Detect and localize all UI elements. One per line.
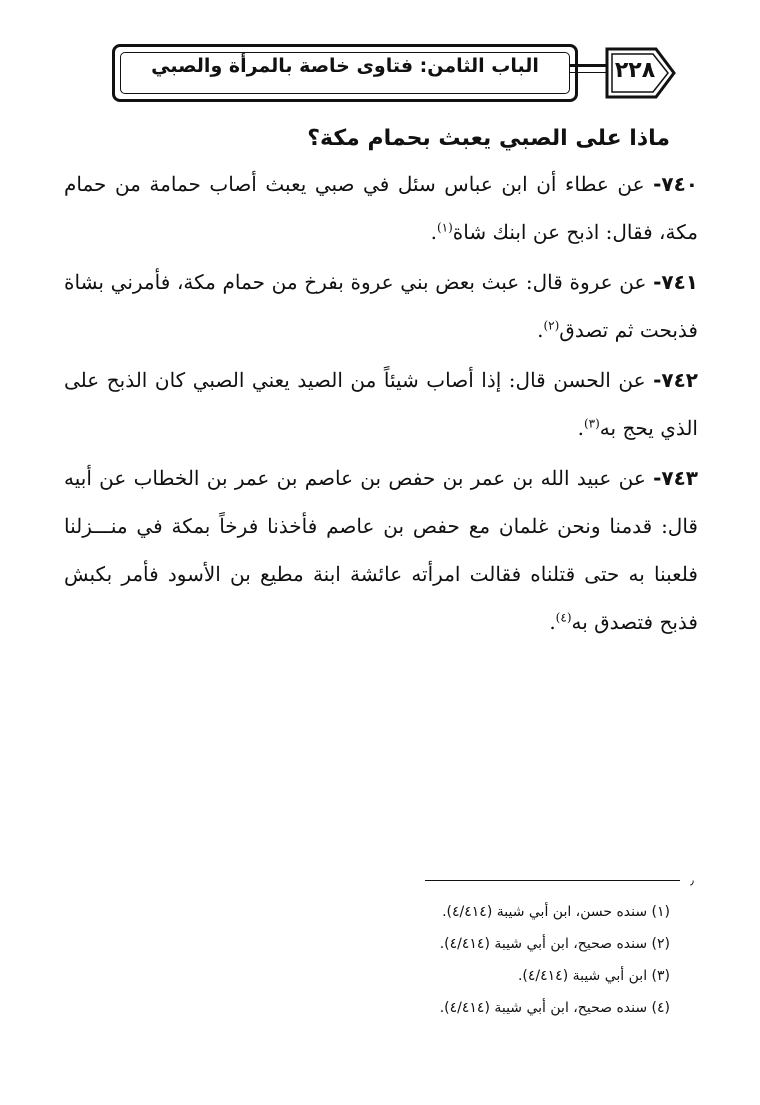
hadith-text: عن عروة قال: عبث بعض بني عروة بفرخ من حمام مكة، فأمرني بشاة فذبحت ثم تصدق [64,270,698,342]
footnote-ref: (٣) [583,416,600,431]
page-number-badge [604,46,678,100]
page-number: ٢٢٨ [614,58,656,83]
hadith-text: عن الحسن قال: إذا أصاب شيئاً من الصيد يعني الصبي كان الذبح على الذي يحج به [64,368,698,440]
end-mark: . [577,416,584,440]
hadith-text: عن عطاء أن ابن عباس سئل في صبي يعبث أصاب حمامة من حمام مكة، فقال: اذبح عن ابنك شاة [64,172,698,244]
footnote-ref: (٤) [555,610,572,625]
hadith-paragraph [64,454,698,646]
page-body [64,108,698,646]
hadith-number: ٧٤٢- [653,368,698,392]
section-heading: ماذا على الصبي يعبث بحمام مكة؟ [307,126,670,151]
hadith-paragraph [64,356,698,452]
footnote: (١) سنده حسن، ابن أبي شيبة (٤/٤١٤). [442,904,670,920]
chapter-title: الباب الثامن: فتاوى خاصة بالمرأة والصبي [151,55,539,77]
footnote-ref: (١) [436,220,453,235]
end-mark: . [430,220,437,244]
end-mark: . [549,610,556,634]
footnote: (٣) ابن أبي شيبة (٤/٤١٤). [517,968,670,984]
chapter-title-frame [112,44,578,102]
footnote: (٢) سنده صحيح، ابن أبي شيبة (٤/٤١٤). [439,936,670,952]
divider-mark: ٫ [690,873,694,887]
hadith-text: عن عبيد الله بن عمر بن حفص بن عاصم بن عمر بن الخطاب عن أبيه قال: قدمنا ونحن غلمان مع حفص بن عاصم فأخذنا فرخاً بمكة في منـــزلنا فلعبنا به حتى قتلناه فقالت امرأته عائشة ابنة مطيع بن الأسود فأمر بكبش فذبح فتصدق به [64,466,698,634]
hadith-number: ٧٤٣- [653,466,698,490]
footnote-divider [425,880,680,881]
end-mark: . [537,318,544,342]
hadith-paragraph [64,258,698,354]
hadith-paragraph [64,160,698,256]
hadith-number: ٧٤١- [653,270,698,294]
footnote-ref: (٢) [543,318,560,333]
hadith-number: ٧٤٠- [653,172,698,196]
footnotes [80,896,670,1024]
footnote: (٤) سنده صحيح، ابن أبي شيبة (٤/٤١٤). [439,1000,670,1016]
page-header [112,44,678,106]
